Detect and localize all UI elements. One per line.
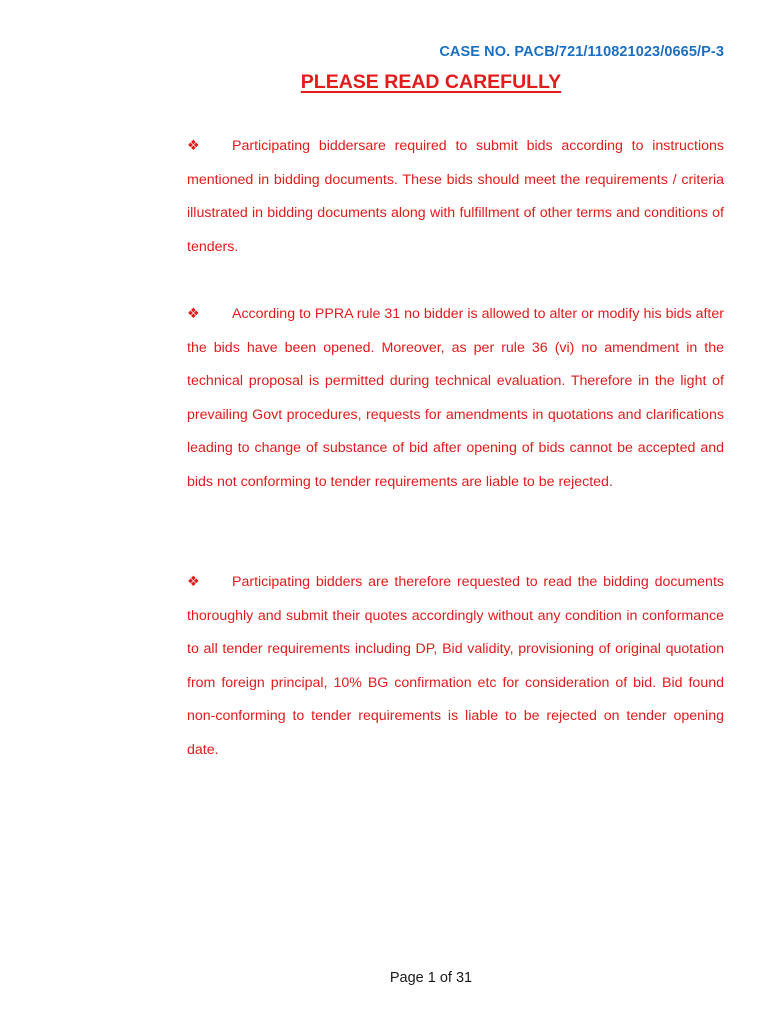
paragraph-2 [187,298,724,500]
diamond-bullet-icon: ❖ [187,138,200,154]
paragraph-1 [187,130,724,264]
paragraph-1-text: Participating biddersare required to submit bids according to instructions mentioned in bidding documents. These bids should meet the requirements / criteria illustrated in bidding documents along with fulfillment of other terms and conditions of tenders. [187,138,724,255]
case-number: CASE NO. PACB/721/110821023/0665/P-3 [439,44,724,60]
diamond-bullet-icon: ❖ [187,574,200,590]
page-title: PLEASE READ CAREFULLY [300,71,562,93]
paragraph-2-text: According to PPRA rule 31 no bidder is allowed to alter or modify his bids after the bids have been opened. Moreover, as per rule 36 (vi) no amendment in the technical proposal is permitted during technical evaluation. Therefore in the light of prevailing Govt procedures, requests for amendments in quotations and clarifications leading to change of substance of bid after opening of bids cannot be accepted and bids not conforming to tender requirements are liable to be rejected. [187,306,724,490]
paragraph-3-text: Participating bidders are therefore requested to read the bidding documents thoroughly and submit their quotes accordingly without any condition in conformance to all tender requirements including DP, Bid validity, provisioning of original quotation from foreign principal, 10% BG confirmation etc for consideration of bid. Bid found non-conforming to tender requirements is liable to be rejected on tender opening date. [187,574,724,758]
diamond-bullet-icon: ❖ [187,306,200,322]
page-number: Page 1 of 31 [389,970,473,986]
paragraph-3 [187,566,724,768]
